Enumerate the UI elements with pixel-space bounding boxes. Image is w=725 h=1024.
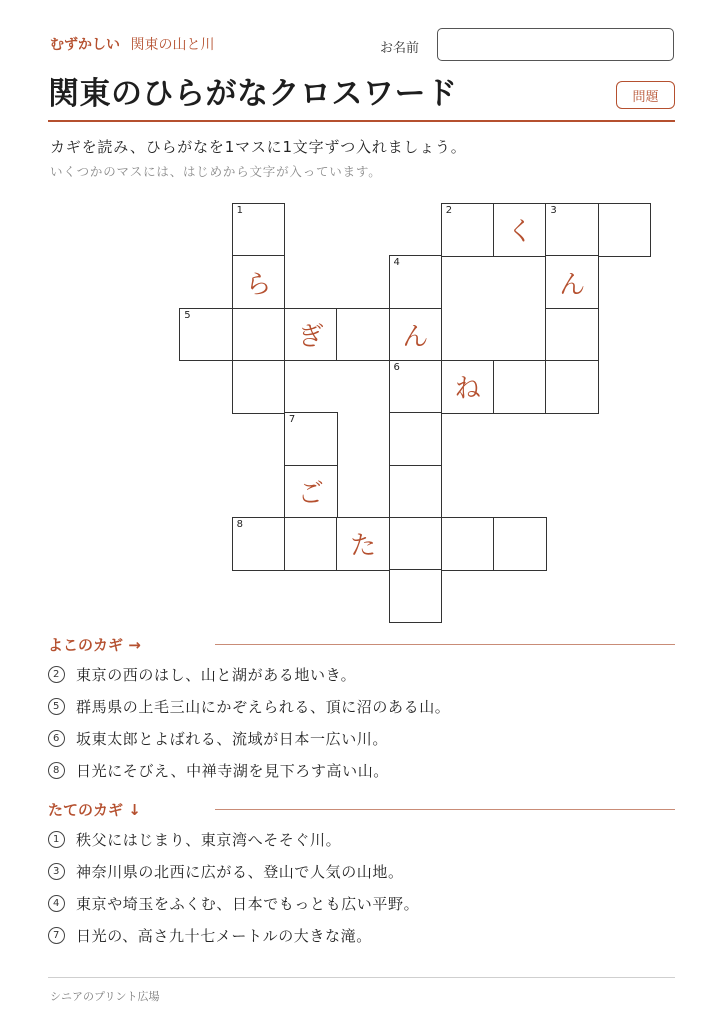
crossword-cell[interactable] [389, 412, 443, 466]
footer-text: シニアのプリント広場 [50, 990, 160, 1003]
crossword-cell[interactable] [336, 308, 390, 362]
given-letter: た [350, 531, 377, 562]
page-title: 関東のひらがなクロスワード [48, 76, 458, 112]
cell-number: 8 [236, 518, 243, 530]
crossword-cell[interactable] [232, 360, 286, 414]
footer-divider [48, 977, 675, 978]
down-clue-row [48, 925, 372, 946]
clue-text: 神奈川県の北西に広がる、登山で人気の山地。 [76, 863, 404, 881]
clue-text: 群馬県の上毛三山にかぞえられる、頂に沼のある山。 [76, 698, 451, 716]
crossword-cell[interactable] [389, 465, 443, 519]
down-divider [215, 809, 675, 810]
clue-number-badge: 7 [48, 927, 65, 944]
crossword-cell[interactable] [545, 255, 599, 309]
crossword-cell[interactable] [232, 308, 286, 362]
name-label: お名前 [380, 41, 420, 56]
down-heading: たてのカギ ↓ [48, 801, 141, 819]
crossword-cell[interactable] [493, 360, 547, 414]
clue-number-badge: 5 [48, 698, 65, 715]
crossword-cell[interactable] [284, 465, 338, 519]
crossword-cell[interactable] [232, 255, 286, 309]
crossword-cell[interactable] [389, 517, 443, 571]
across-divider [215, 644, 675, 645]
crossword-cell[interactable] [545, 308, 599, 362]
crossword-cell[interactable] [389, 569, 443, 623]
clue-number-badge: 6 [48, 730, 65, 747]
crossword-cell[interactable] [545, 360, 599, 414]
clue-text: 東京の西のはし、山と湖がある地いき。 [76, 666, 357, 684]
crossword-cell[interactable] [493, 203, 547, 257]
instruction-sub: いくつかのマスには、はじめから文字が入っています。 [50, 164, 382, 179]
down-clue-row [48, 893, 419, 914]
clue-text: 日光の、高さ九十七メートルの大きな滝。 [76, 927, 372, 945]
given-letter: く [506, 217, 533, 248]
header-topline [50, 34, 214, 54]
clue-number-badge: 4 [48, 895, 65, 912]
crossword-cell[interactable] [545, 203, 599, 257]
crossword-cell[interactable] [179, 308, 233, 362]
crossword-cell[interactable] [389, 308, 443, 362]
clue-text: 坂東太郎とよばれる、流域が日本一広い川。 [76, 730, 389, 748]
cell-number: 7 [288, 414, 296, 426]
clue-number-badge: 8 [48, 762, 65, 779]
instruction-main: カギを読み、ひらがなを1マスに1文字ずつ入れましょう。 [50, 138, 467, 156]
clue-text: 秩父にはじまり、東京湾へそそぐ川。 [76, 831, 342, 849]
across-heading: よこのカギ → [48, 636, 141, 654]
crossword-cell[interactable] [232, 517, 286, 571]
crossword-cell[interactable] [493, 517, 547, 571]
cell-number: 1 [236, 205, 243, 216]
crossword-cell[interactable] [441, 517, 495, 571]
given-letter: ん [559, 269, 586, 300]
crossword-cell[interactable] [336, 517, 390, 571]
down-clue-row [48, 861, 404, 882]
crossword-cell[interactable] [284, 308, 338, 362]
clue-number-badge: 3 [48, 863, 65, 880]
crossword-cell[interactable] [232, 203, 286, 257]
crossword-cell[interactable] [284, 412, 338, 466]
crossword-cell[interactable] [389, 360, 443, 414]
problem-badge: 問題 [616, 81, 675, 109]
cell-number: 5 [184, 309, 191, 321]
cell-number: 6 [393, 361, 400, 373]
clue-text: 日光にそびえ、中禅寺湖を見下ろす高い山。 [76, 762, 389, 780]
theme-label: 関東の山と川 [130, 37, 215, 53]
crossword-cell[interactable] [389, 255, 443, 309]
given-letter: ご [297, 478, 324, 509]
clue-number-badge: 1 [48, 831, 65, 848]
across-clue-row [48, 664, 356, 685]
cell-number: 4 [393, 257, 400, 269]
down-clue-row [48, 829, 341, 850]
cell-number: 3 [550, 205, 557, 216]
crossword-cell[interactable] [284, 517, 338, 571]
given-letter: ね [454, 374, 481, 405]
clue-text: 東京や埼玉をふくむ、日本でもっとも広い平野。 [76, 895, 420, 913]
difficulty-label: むずかしい [50, 37, 120, 53]
clue-number-badge: 2 [48, 666, 65, 683]
across-clue-row [48, 728, 388, 749]
name-field[interactable] [437, 28, 674, 61]
cell-number: 2 [445, 205, 453, 216]
crossword-cell[interactable] [441, 203, 495, 257]
header-divider [48, 120, 675, 122]
across-clue-row [48, 760, 389, 781]
crossword-cell[interactable] [441, 360, 495, 414]
crossword-cell[interactable] [598, 203, 652, 257]
given-letter: ぎ [297, 321, 324, 352]
across-clue-row [48, 696, 450, 717]
given-letter: ら [245, 269, 272, 300]
given-letter: ん [402, 321, 429, 352]
